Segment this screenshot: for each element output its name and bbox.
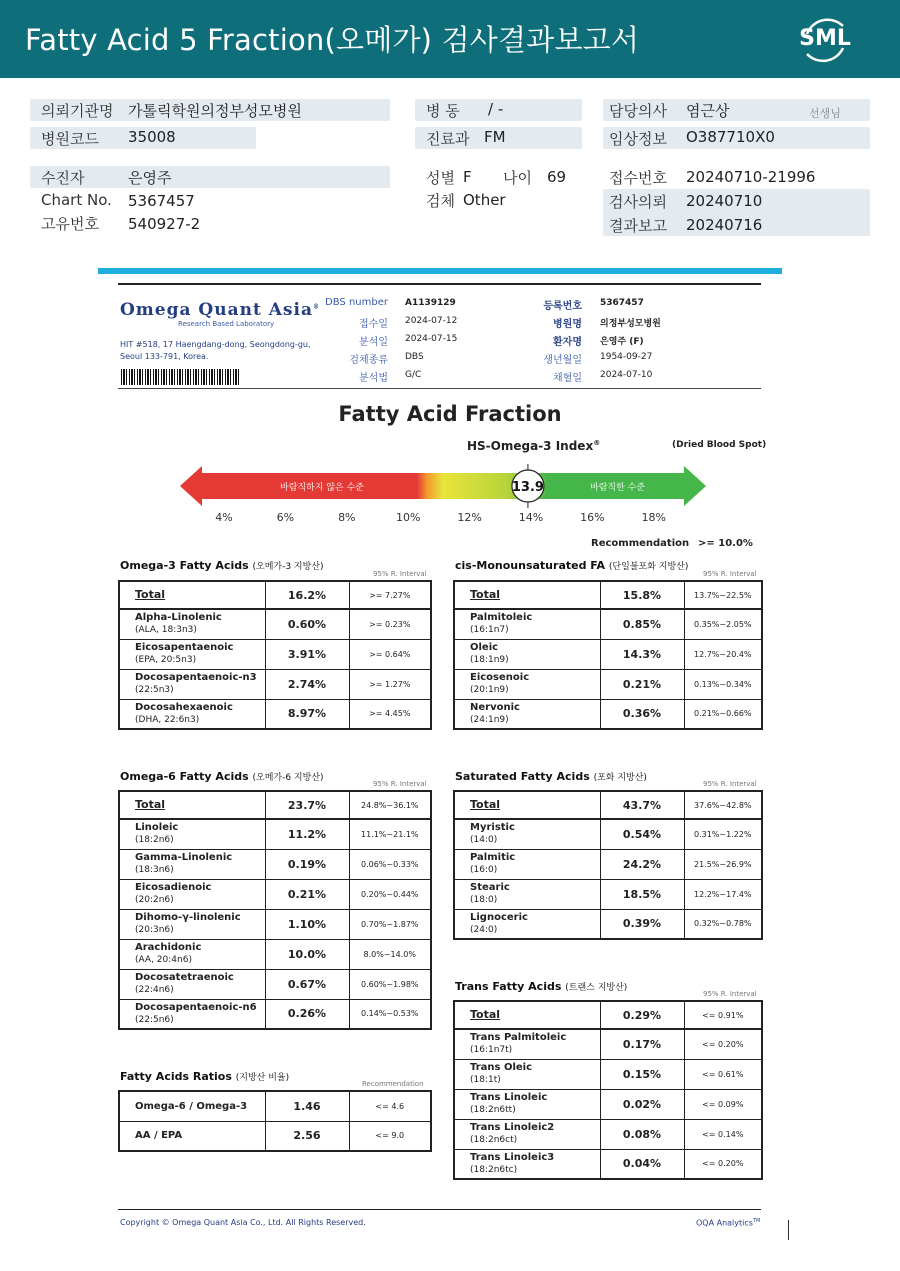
specimen-value: Other	[463, 191, 506, 209]
result-value: 23.7%	[265, 791, 349, 819]
meta-right-value: 2024-07-10	[600, 370, 653, 380]
result-value: 0.60%	[265, 609, 349, 639]
acid-notation: (16:1n7t)	[470, 1045, 513, 1056]
table-row	[454, 849, 762, 879]
omega3-index-gauge	[180, 462, 706, 510]
fatty-acid-name	[454, 669, 600, 699]
acid-notation: (22:4n6)	[135, 985, 174, 995]
table-row	[454, 639, 762, 669]
result-value: 15.8%	[600, 581, 684, 609]
result-value: 0.67%	[265, 969, 349, 999]
meta-right-value: 1954-09-27	[600, 352, 653, 362]
patient-label: 수진자	[41, 169, 85, 187]
meta-left-label: 분석일	[359, 337, 388, 348]
reference-range: >= 1.27%	[349, 669, 431, 699]
fatty-acid-name	[454, 1089, 600, 1119]
reference-range: >= 4.45%	[349, 699, 431, 729]
acid-name: Palmitoleic	[470, 612, 533, 624]
reference-range: 11.1%~21.1%	[349, 819, 431, 849]
table-row	[454, 1059, 762, 1089]
result-value: 0.04%	[600, 1149, 684, 1179]
table-row	[119, 999, 431, 1029]
fatty-acid-name	[454, 1029, 600, 1059]
cis-mufa-table	[453, 580, 763, 730]
acid-name: Eicosenoic	[470, 672, 530, 683]
fatty-acid-name	[119, 939, 265, 969]
result-value: 0.02%	[600, 1089, 684, 1119]
result-value: 18.5%	[600, 879, 684, 909]
acid-notation: (20:2n6)	[135, 895, 174, 905]
ri-note-cis: 95% R. Interval	[703, 570, 757, 578]
reference-range: <= 0.91%	[684, 1001, 762, 1029]
hospital-code-value: 35008	[128, 128, 176, 146]
acid-notation: (18:2n6ct)	[470, 1135, 518, 1145]
fatty-acid-fraction-title: Fatty Acid Fraction	[338, 402, 562, 426]
result-value: 0.29%	[600, 1001, 684, 1029]
acid-notation: (14:0)	[470, 835, 498, 846]
table-row	[454, 879, 762, 909]
acid-name: Eicosapentaenoic	[135, 642, 234, 653]
total-label: Total	[135, 587, 166, 601]
total-label: Total	[470, 797, 501, 811]
acid-notation: (22:5n6)	[135, 1014, 174, 1025]
total-label: Total	[470, 1007, 501, 1021]
fatty-acid-name	[119, 581, 265, 609]
table-row	[454, 1089, 762, 1119]
meta-left-label: 접수일	[359, 319, 388, 330]
scale-tick-label: 16%	[580, 511, 605, 524]
reference-range: <= 0.20%	[684, 1149, 762, 1179]
fatty-acid-name	[454, 879, 600, 909]
unique-label: 고유번호	[41, 215, 99, 233]
result-value: 8.97%	[265, 699, 349, 729]
reference-range: 0.31%~1.22%	[684, 819, 762, 849]
reference-range: 37.6%~42.8%	[684, 791, 762, 819]
table-row	[119, 909, 431, 939]
meta-right-value: 5367457	[600, 298, 644, 308]
acid-notation: (18:0)	[470, 895, 498, 905]
reference-range: 24.8%~36.1%	[349, 791, 431, 819]
fatty-acid-name	[119, 669, 265, 699]
acid-name: Docosahexaenoic	[135, 701, 233, 713]
meta-right-label: 등록번호	[543, 301, 582, 312]
specimen-label: 검체	[426, 192, 455, 210]
acid-name: Omega-6 / Omega-3	[135, 1100, 248, 1112]
request-value: 20240710	[686, 192, 763, 210]
acid-name: Trans Palmitoleic	[470, 1032, 567, 1044]
meta-left-label: 분석법	[359, 373, 388, 384]
meta-right-label: 환자명	[553, 337, 582, 348]
reference-range: >= 0.64%	[349, 639, 431, 669]
acid-notation: (22:5n3)	[135, 685, 174, 695]
reference-range: 21.5%~26.9%	[684, 849, 762, 879]
saturated-table	[453, 790, 763, 940]
result-value: 1.10%	[265, 909, 349, 939]
result-value: 0.21%	[265, 879, 349, 909]
trans-table	[453, 1000, 763, 1180]
ri-note-omega6: 95% R. Interval	[373, 780, 427, 788]
meta-right-label: 채혈일	[553, 373, 582, 384]
acid-notation: (18:2n6tt)	[470, 1105, 516, 1115]
page-edge-line	[788, 1220, 789, 1240]
acid-notation: (18:1t)	[470, 1075, 501, 1085]
acid-name: Palmitic	[470, 852, 516, 863]
acid-name: Lignoceric	[470, 911, 528, 923]
fatty-acid-name	[119, 1121, 265, 1151]
result-value: 14.3%	[600, 639, 684, 669]
fatty-acid-name	[119, 699, 265, 729]
result-value: 0.39%	[600, 909, 684, 939]
reference-range: 0.35%~2.05%	[684, 609, 762, 639]
receipt-value: 20240710-21996	[686, 168, 816, 186]
fatty-acid-name	[454, 1059, 600, 1089]
acid-name: Docosapentaenoic-n3	[135, 672, 257, 683]
reference-range: <= 0.20%	[684, 1029, 762, 1059]
meta-left-label: DBS number	[325, 297, 388, 308]
table-row	[119, 849, 431, 879]
acid-notation: (EPA, 20:5n3)	[135, 655, 197, 665]
acid-notation: (16:1n7)	[470, 625, 509, 636]
omega3-title: Omega-3 Fatty Acids (오메가-3 지방산)	[120, 559, 324, 572]
fatty-acid-name	[454, 1119, 600, 1149]
fatty-acid-name	[454, 819, 600, 849]
meta-right-label: 병원명	[553, 319, 582, 330]
reference-range: 0.21%~0.66%	[684, 699, 762, 729]
omega6-title: Omega-6 Fatty Acids (오메가-6 지방산)	[120, 770, 324, 783]
report-date-value: 20240716	[686, 216, 763, 234]
acid-name: Arachidonic	[135, 942, 202, 953]
scale-tick-label: 6%	[276, 511, 295, 524]
acid-name: Docosatetraenoic	[135, 972, 234, 983]
report-date-label: 결과보고	[609, 217, 667, 235]
result-value: 0.36%	[600, 699, 684, 729]
sex-label: 성별	[426, 169, 455, 187]
sex-value: F	[463, 168, 472, 186]
result-value: 3.91%	[265, 639, 349, 669]
table-row	[454, 819, 762, 849]
doctor-value: 염근상	[686, 102, 730, 120]
acid-name: Stearic	[470, 882, 510, 893]
reference-range: <= 4.6	[349, 1091, 431, 1121]
reference-range: 0.14%~0.53%	[349, 999, 431, 1029]
logo-text: SML	[799, 26, 851, 51]
acid-notation: (DHA, 22:6n3)	[135, 714, 200, 725]
reference-range: <= 0.09%	[684, 1089, 762, 1119]
result-value: 0.08%	[600, 1119, 684, 1149]
meta-left-value: 2024-07-15	[405, 334, 458, 344]
table-row	[119, 879, 431, 909]
acid-name: Trans Linoleic2	[470, 1122, 555, 1133]
reference-range: <= 9.0	[349, 1121, 431, 1151]
ri-note-saturated: 95% R. Interval	[703, 780, 757, 788]
age-label: 나이	[503, 169, 532, 187]
ri-note-trans: 95% R. Interval	[703, 990, 757, 998]
acid-notation: (20:3n6)	[135, 925, 174, 935]
table-row	[119, 1091, 431, 1121]
meta-right-value: 의정부성모병원	[600, 319, 661, 329]
sample-note: (Dried Blood Spot)	[672, 440, 767, 450]
result-value: 0.21%	[600, 669, 684, 699]
fatty-acid-name	[119, 999, 265, 1029]
meta-left-label: 검체종류	[349, 355, 388, 366]
acid-name: Docosapentaenoic-n6	[135, 1001, 257, 1013]
chart-value: 5367457	[128, 192, 195, 210]
acid-notation: (24:1n9)	[470, 714, 509, 725]
copyright: Copyright © Omega Quant Asia Co., Ltd. All Rights Reserved.	[120, 1218, 366, 1227]
dept-label: 진료과	[426, 130, 470, 148]
acid-notation: (18:2n6)	[135, 835, 174, 846]
lab-name: Omega Quant Asia®	[120, 300, 320, 320]
footer-rule	[118, 1209, 761, 1210]
table-row	[119, 639, 431, 669]
scale-tick-label: 4%	[215, 511, 233, 524]
acid-name: Trans Linoleic	[470, 1092, 548, 1103]
clinical-label: 임상정보	[609, 130, 667, 148]
analytics-mark: OQA Analytics™	[696, 1218, 761, 1228]
sml-logo	[797, 12, 853, 68]
result-value: 1.46	[265, 1091, 349, 1121]
result-value: 0.17%	[600, 1029, 684, 1059]
trans-title: Trans Fatty Acids (트랜스 지방산)	[455, 980, 628, 993]
table-row	[119, 1121, 431, 1151]
total-label: Total	[470, 587, 501, 601]
ratios-title: Fatty Acids Ratios (지방산 비율)	[120, 1070, 290, 1083]
acid-notation: (20:1n9)	[470, 685, 509, 695]
acid-name: Trans Oleic	[470, 1062, 533, 1073]
result-value: 0.54%	[600, 819, 684, 849]
table-row	[454, 909, 762, 939]
doctor-suffix: 선생님	[809, 107, 841, 120]
acid-name: Trans Linoleic3	[470, 1151, 555, 1163]
hospital-code-label: 병원코드	[41, 130, 99, 148]
acid-notation: (24:0)	[470, 924, 498, 935]
ri-note-omega3: 95% R. Interval	[373, 570, 427, 578]
patient-value: 은영주	[128, 169, 172, 187]
result-value: 11.2%	[265, 819, 349, 849]
meta-right-label: 생년월일	[543, 355, 582, 366]
ratios-table	[118, 1090, 432, 1152]
omega6-table	[118, 790, 432, 1030]
fatty-acid-name	[119, 819, 265, 849]
fatty-acid-name	[119, 849, 265, 879]
age-value: 69	[547, 168, 567, 186]
acid-notation: (18:3n6)	[135, 865, 174, 875]
saturated-title: Saturated Fatty Acids (포화 지방산)	[455, 770, 647, 783]
ward-label: 병 동	[426, 102, 460, 120]
table-row	[454, 699, 762, 729]
right-zone-label: 바람직한 수준	[590, 483, 646, 493]
top-rule	[118, 283, 761, 285]
scale-tick-label: 14%	[518, 511, 544, 524]
table-row	[119, 669, 431, 699]
acid-name: Gamma-Linolenic	[135, 852, 233, 863]
fatty-acid-name	[119, 879, 265, 909]
acid-notation: (16:0)	[470, 865, 498, 875]
meta-left-value: A1139129	[405, 298, 456, 308]
reference-range: 0.60%~1.98%	[349, 969, 431, 999]
barcode	[121, 369, 241, 385]
table-row	[119, 791, 431, 819]
reference-range: <= 0.14%	[684, 1119, 762, 1149]
result-value: 16.2%	[265, 581, 349, 609]
reference-range: 12.2%~17.4%	[684, 879, 762, 909]
fatty-acid-name	[454, 581, 600, 609]
receipt-label: 접수번호	[609, 169, 667, 187]
index-title: HS-Omega-3 Index®	[467, 439, 601, 453]
table-row	[454, 1149, 762, 1179]
result-value: 0.15%	[600, 1059, 684, 1089]
result-value: 2.74%	[265, 669, 349, 699]
table-row	[454, 609, 762, 639]
recommendation-label: Recommendation	[591, 538, 690, 549]
reference-range: 0.70%~1.87%	[349, 909, 431, 939]
reference-range: 8.0%~14.0%	[349, 939, 431, 969]
fatty-acid-name	[119, 969, 265, 999]
fatty-acid-name	[454, 1149, 600, 1179]
ward-value: / -	[488, 100, 504, 118]
cis-mufa-title: cis-Monounsaturated FA (단일불포화 지방산)	[455, 559, 689, 572]
acid-notation: (ALA, 18:3n3)	[135, 625, 197, 636]
table-row	[119, 969, 431, 999]
reference-range: 0.32%~0.78%	[684, 909, 762, 939]
lab-subtitle: Research Based Laboratory	[178, 320, 275, 328]
table-row	[454, 1029, 762, 1059]
result-value: 24.2%	[600, 849, 684, 879]
acid-name: Eicosadienoic	[135, 882, 212, 893]
fatty-acid-name	[119, 1091, 265, 1121]
reference-range: 0.06%~0.33%	[349, 849, 431, 879]
table-row	[454, 791, 762, 819]
recommendation-value: >= 10.0%	[698, 538, 753, 549]
lab-address: HIT #518, 17 Haengdang-dong, Seongdong-gu, Seoul 133-791, Korea.	[120, 340, 311, 361]
table-row	[119, 939, 431, 969]
acid-name: Alpha-Linolenic	[135, 612, 222, 624]
acid-notation: (18:2n6tc)	[470, 1164, 518, 1175]
acid-name: AA / EPA	[135, 1130, 183, 1142]
fatty-acid-name	[454, 909, 600, 939]
result-value: 0.85%	[600, 609, 684, 639]
dept-value: FM	[484, 128, 506, 146]
institution-label: 의뢰기관명	[41, 102, 114, 120]
fatty-acid-name	[454, 791, 600, 819]
table-row	[119, 819, 431, 849]
section-divider	[98, 268, 782, 274]
chart-label: Chart No.	[41, 191, 112, 209]
meta-right-value: 은영주 (F)	[600, 337, 644, 347]
fatty-acid-name	[119, 909, 265, 939]
reference-range: 0.20%~0.44%	[349, 879, 431, 909]
reference-range: >= 0.23%	[349, 609, 431, 639]
table-row	[454, 669, 762, 699]
omega3-table	[118, 580, 432, 730]
reference-range: 12.7%~20.4%	[684, 639, 762, 669]
result-value: 10.0%	[265, 939, 349, 969]
acid-name: Oleic	[470, 642, 499, 653]
doctor-label: 담당의사	[609, 102, 667, 120]
reference-range: 0.13%~0.34%	[684, 669, 762, 699]
reference-range: 13.7%~22.5%	[684, 581, 762, 609]
index-value: 13.9	[511, 480, 544, 495]
acid-name: Linoleic	[135, 822, 179, 834]
scale-tick-label: 18%	[641, 511, 667, 524]
result-value: 0.26%	[265, 999, 349, 1029]
acid-notation: (18:1n9)	[470, 655, 509, 665]
request-label: 검사의뢰	[609, 193, 667, 211]
acid-name: Myristic	[470, 822, 515, 834]
scale-tick-label: 12%	[457, 511, 482, 524]
meta-left-value: G/C	[405, 370, 422, 380]
fatty-acid-name	[454, 639, 600, 669]
fatty-acid-name	[119, 639, 265, 669]
fatty-acid-name	[119, 609, 265, 639]
fatty-acid-name	[119, 791, 265, 819]
reco-note-ratios: Recommendation	[362, 1080, 424, 1088]
table-row	[454, 581, 762, 609]
acid-name: Dihomo-γ-linolenic	[135, 912, 241, 923]
scale-tick-label: 8%	[338, 511, 356, 524]
fatty-acid-name	[454, 699, 600, 729]
report-title: Fatty Acid 5 Fraction(오메가) 검사결과보고서	[25, 23, 640, 57]
reference-range: >= 7.27%	[349, 581, 431, 609]
meta-left-value: DBS	[405, 352, 424, 362]
fatty-acid-name	[454, 1001, 600, 1029]
table-row	[119, 609, 431, 639]
table-row	[119, 699, 431, 729]
total-label: Total	[135, 797, 166, 811]
table-row	[454, 1119, 762, 1149]
clinical-value: O387710X0	[686, 128, 775, 146]
table-row	[454, 1001, 762, 1029]
acid-name: Nervonic	[470, 701, 520, 713]
fatty-acid-name	[454, 849, 600, 879]
fatty-acid-name	[454, 609, 600, 639]
left-zone-label: 바람직하지 않은 수준	[280, 483, 364, 493]
unique-value: 540927-2	[128, 215, 201, 233]
result-value: 0.19%	[265, 849, 349, 879]
meta-left-value: 2024-07-12	[405, 316, 458, 326]
table-row	[119, 581, 431, 609]
acid-notation: (AA, 20:4n6)	[135, 955, 192, 965]
result-value: 43.7%	[600, 791, 684, 819]
result-value: 2.56	[265, 1121, 349, 1151]
institution-value: 가톨릭학원의정부성모병원	[128, 102, 302, 120]
scale-tick-label: 10%	[395, 511, 421, 524]
header-banner	[0, 0, 900, 78]
reference-range: <= 0.61%	[684, 1059, 762, 1089]
header-rule	[118, 388, 761, 389]
